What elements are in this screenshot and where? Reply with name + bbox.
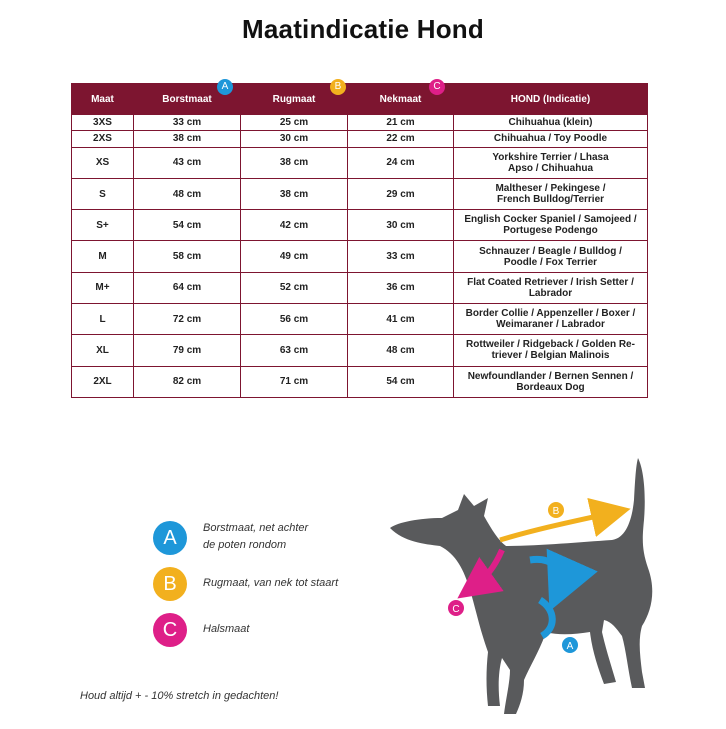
cell-maat: 2XL — [72, 366, 134, 397]
cell-hond-line: Portugese Podengo — [503, 225, 598, 237]
legend-a-line1: Borstmaat, net achter — [203, 522, 309, 534]
cell-maat: 2XS — [72, 131, 134, 147]
legend-a-text — [203, 520, 308, 554]
table-row — [72, 115, 648, 131]
cell-hond-line: Chihuahua (klein) — [508, 117, 593, 129]
table-row — [72, 210, 648, 241]
cell-hond-line: Flat Coated Retriever / Irish Setter / — [467, 276, 634, 288]
arrow-b-label: B — [552, 506, 560, 517]
legend-c-text: Halsmaat — [203, 623, 250, 635]
cell-rug: 71 cm — [241, 366, 348, 397]
cell-hond-line: Bordeaux Dog — [516, 381, 585, 393]
cell-rug: 38 cm — [241, 178, 348, 209]
cell-maat: S — [72, 178, 134, 209]
badge-b: B — [330, 79, 346, 95]
cell-rug: 42 cm — [241, 210, 348, 241]
cell-nek: 24 cm — [348, 147, 454, 178]
cell-maat: M+ — [72, 272, 134, 303]
page-title: Maatindicatie Hond — [242, 14, 484, 44]
table-row — [72, 366, 648, 397]
cell-rug: 56 cm — [241, 304, 348, 335]
cell-rug: 63 cm — [241, 335, 348, 366]
table-row — [72, 178, 648, 209]
cell-hond-line: Poodle / Fox Terrier — [503, 256, 598, 268]
cell-maat: XL — [72, 335, 134, 366]
cell-maat: XS — [72, 147, 134, 178]
table-row — [72, 147, 648, 178]
cell-rug: 38 cm — [241, 147, 348, 178]
arrow-a-label: A — [566, 641, 574, 652]
header-nekmaat: Nekmaat — [348, 84, 454, 115]
cell-nek: 30 cm — [348, 210, 454, 241]
cell-borst: 48 cm — [134, 178, 241, 209]
table-row — [72, 335, 648, 366]
header-rugmaat: Rugmaat — [241, 84, 348, 115]
cell-hond — [454, 304, 648, 335]
table-row — [72, 241, 648, 272]
table-row — [72, 272, 648, 303]
cell-hond — [454, 115, 648, 131]
stretch-note: Houd altijd + - 10% stretch in gedachten! — [80, 690, 279, 702]
header-borstmaat: Borstmaat — [134, 84, 241, 115]
cell-hond — [454, 335, 648, 366]
cell-nek: 22 cm — [348, 131, 454, 147]
cell-borst: 54 cm — [134, 210, 241, 241]
cell-hond — [454, 241, 648, 272]
cell-nek: 29 cm — [348, 178, 454, 209]
cell-nek: 48 cm — [348, 335, 454, 366]
cell-maat: S+ — [72, 210, 134, 241]
legend-b-circle: B — [153, 567, 187, 601]
cell-hond-line: Schnauzer / Beagle / Bulldog / — [479, 245, 622, 257]
table-row — [72, 304, 648, 335]
cell-hond-line: Labrador — [528, 287, 573, 299]
cell-nek: 36 cm — [348, 272, 454, 303]
cell-borst: 38 cm — [134, 131, 241, 147]
cell-hond — [454, 131, 648, 147]
cell-borst: 58 cm — [134, 241, 241, 272]
cell-borst: 43 cm — [134, 147, 241, 178]
cell-nek: 21 cm — [348, 115, 454, 131]
cell-maat: 3XS — [72, 115, 134, 131]
legend-c-circle: C — [153, 613, 187, 647]
cell-maat: L — [72, 304, 134, 335]
cell-rug: 30 cm — [241, 131, 348, 147]
cell-borst: 33 cm — [134, 115, 241, 131]
cell-hond — [454, 147, 648, 178]
cell-hond-line: Apso / Chihuahua — [508, 162, 593, 174]
cell-borst: 79 cm — [134, 335, 241, 366]
dog-body-shape — [390, 458, 652, 714]
cell-hond — [454, 210, 648, 241]
legend-a-circle: A — [153, 521, 187, 555]
cell-hond-line: Border Collie / Appenzeller / Boxer / — [465, 308, 636, 320]
cell-rug: 49 cm — [241, 241, 348, 272]
cell-hond — [454, 272, 648, 303]
header-hond: HOND (Indicatie) — [454, 84, 648, 115]
cell-rug: 52 cm — [241, 272, 348, 303]
cell-hond-line: Weimaraner / Labrador — [496, 319, 605, 331]
cell-maat: M — [72, 241, 134, 272]
cell-rug: 25 cm — [241, 115, 348, 131]
cell-hond — [454, 178, 648, 209]
cell-hond-line: Newfoundlander / Bernen Sennen / — [467, 370, 634, 382]
header-maat: Maat — [72, 84, 134, 115]
dog-illustration — [380, 450, 680, 725]
cell-hond — [454, 366, 648, 397]
table-row — [72, 131, 648, 147]
badge-a: A — [217, 79, 233, 95]
cell-hond-line: English Cocker Spaniel / Samojeed / — [464, 214, 637, 226]
legend-a-line2: de poten rondom — [203, 539, 287, 551]
cell-nek: 41 cm — [348, 304, 454, 335]
cell-nek: 33 cm — [348, 241, 454, 272]
cell-hond-line: triever / Belgian Malinois — [491, 350, 610, 362]
cell-hond-line: Yorkshire Terrier / Lhasa — [492, 151, 609, 163]
legend-b-text: Rugmaat, van nek tot staart — [203, 577, 339, 589]
arrow-c-label: C — [452, 604, 460, 615]
cell-borst: 72 cm — [134, 304, 241, 335]
cell-borst: 64 cm — [134, 272, 241, 303]
cell-hond-line: Maltheser / Pekingese / — [495, 183, 606, 195]
cell-hond-line: Rottweiler / Ridgeback / Golden Re- — [466, 339, 635, 351]
cell-hond-line: Chihuahua / Toy Poodle — [493, 133, 608, 145]
cell-borst: 82 cm — [134, 366, 241, 397]
badge-c: C — [429, 79, 445, 95]
size-table — [71, 83, 648, 398]
table-header-row — [72, 84, 648, 115]
cell-nek: 54 cm — [348, 366, 454, 397]
cell-hond-line: French Bulldog/Terrier — [496, 194, 605, 206]
